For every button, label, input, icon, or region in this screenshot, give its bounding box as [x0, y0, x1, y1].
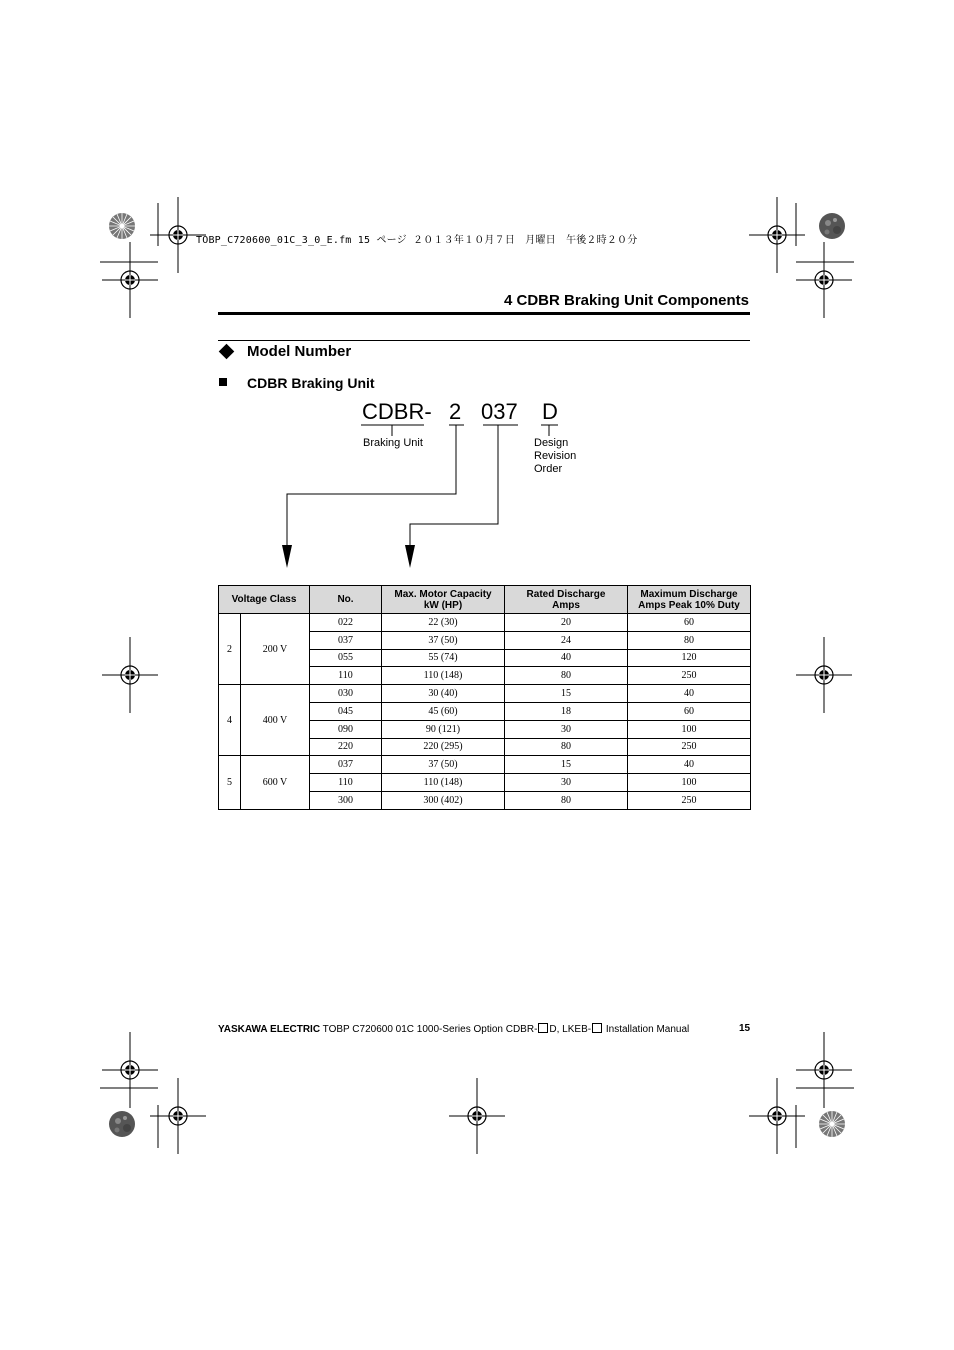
motor-capacity-cell: 110 (148): [382, 774, 505, 792]
table-row: [219, 614, 751, 632]
placeholder-box-icon: [538, 1023, 548, 1033]
header-line: Rated Discharge: [526, 588, 606, 600]
model-no-cell: 037: [310, 631, 382, 649]
max-discharge-cell: 100: [628, 720, 751, 738]
max-discharge-cell: 120: [628, 649, 751, 667]
subsection-title: Model Number: [247, 343, 352, 360]
voltage-cell: 200 V: [241, 614, 310, 685]
max-discharge-cell: 250: [628, 738, 751, 756]
max-discharge-cell: 250: [628, 791, 751, 809]
subsubsection-title: CDBR Braking Unit: [247, 375, 375, 391]
model-code-voltage: 2: [449, 399, 462, 424]
rated-discharge-cell: 40: [505, 649, 628, 667]
model-no-cell: 045: [310, 702, 382, 720]
braking-unit-spec-table: [218, 585, 751, 810]
motor-capacity-cell: 220 (295): [382, 738, 505, 756]
motor-capacity-cell: 22 (30): [382, 614, 505, 632]
label-design-revision-order: [534, 437, 576, 476]
footer-brand: YASKAWA ELECTRIC: [218, 1024, 321, 1035]
rated-discharge-cell: 30: [505, 774, 628, 792]
page-footer: [218, 1023, 689, 1035]
header-maximum-discharge: [628, 586, 751, 614]
max-discharge-cell: 40: [628, 685, 751, 703]
header-rule: [218, 312, 750, 315]
rated-discharge-cell: 24: [505, 631, 628, 649]
model-no-cell: 022: [310, 614, 382, 632]
table-row: [219, 756, 751, 774]
table-body: [219, 614, 751, 810]
header-line: Max. Motor Capacity: [394, 588, 492, 600]
header-voltage-class: Voltage Class: [219, 586, 310, 614]
table-row: [219, 685, 751, 703]
model-code-prefix: CDBR-: [362, 399, 432, 424]
motor-capacity-cell: 45 (60): [382, 702, 505, 720]
voltage-code-cell: 4: [219, 685, 241, 756]
rated-discharge-cell: 30: [505, 720, 628, 738]
rated-discharge-cell: 20: [505, 614, 628, 632]
model-no-cell: 055: [310, 649, 382, 667]
footer-doc-title-2: D, LKEB-: [549, 1024, 592, 1035]
model-no-cell: 300: [310, 791, 382, 809]
max-discharge-cell: 60: [628, 702, 751, 720]
header-line: Amps: [552, 599, 580, 611]
rated-discharge-cell: 18: [505, 702, 628, 720]
voltage-code-cell: 2: [219, 614, 241, 685]
motor-capacity-cell: 55 (74): [382, 649, 505, 667]
voltage-cell: 400 V: [241, 685, 310, 756]
print-file-header: TOBP_C720600_01C_3_0_E.fm 15 ページ ２０１３年１０月７日 月曜日 午後２時２０分: [196, 235, 638, 246]
max-discharge-cell: 40: [628, 756, 751, 774]
rated-discharge-cell: 80: [505, 791, 628, 809]
model-no-cell: 030: [310, 685, 382, 703]
motor-capacity-cell: 37 (50): [382, 756, 505, 774]
table-header-row: [219, 586, 751, 614]
max-discharge-cell: 80: [628, 631, 751, 649]
model-no-cell: 037: [310, 756, 382, 774]
rated-discharge-cell: 15: [505, 685, 628, 703]
page-number: 15: [739, 1023, 751, 1034]
footer-doc-title-3: Installation Manual: [603, 1024, 690, 1035]
header-line: kW (HP): [423, 599, 463, 611]
header-no: No.: [310, 586, 382, 614]
section-divider: [218, 340, 750, 341]
motor-capacity-cell: 30 (40): [382, 685, 505, 703]
motor-capacity-cell: 300 (402): [382, 791, 505, 809]
placeholder-box-icon: [592, 1023, 602, 1033]
max-discharge-cell: 60: [628, 614, 751, 632]
header-line: Maximum Discharge: [640, 588, 738, 600]
rated-discharge-cell: 80: [505, 738, 628, 756]
label-braking-unit: Braking Unit: [363, 437, 423, 449]
section-title: 4 CDBR Braking Unit Components: [503, 292, 749, 309]
max-discharge-cell: 100: [628, 774, 751, 792]
footer-doc-title-1: TOBP C720600 01C 1000-Series Option CDBR-: [320, 1024, 538, 1035]
model-code-revision: D: [542, 399, 558, 424]
label-line: Design: [534, 437, 569, 449]
voltage-code-cell: 5: [219, 756, 241, 809]
model-no-cell: 090: [310, 720, 382, 738]
motor-capacity-cell: 37 (50): [382, 631, 505, 649]
motor-capacity-cell: 110 (148): [382, 667, 505, 685]
header-line: Amps Peak 10% Duty: [638, 599, 740, 611]
rated-discharge-cell: 80: [505, 667, 628, 685]
model-no-cell: 220: [310, 738, 382, 756]
label-line: Revision: [534, 450, 577, 462]
max-discharge-cell: 250: [628, 667, 751, 685]
rated-discharge-cell: 15: [505, 756, 628, 774]
model-code-capacity: 037: [481, 399, 518, 424]
header-rated-discharge: [505, 586, 628, 614]
voltage-cell: 600 V: [241, 756, 310, 809]
square-bullet-icon: [219, 378, 227, 386]
header-max-motor-capacity: [382, 586, 505, 614]
motor-capacity-cell: 90 (121): [382, 720, 505, 738]
model-no-cell: 110: [310, 667, 382, 685]
model-no-cell: 110: [310, 774, 382, 792]
label-line: Order: [534, 463, 563, 475]
